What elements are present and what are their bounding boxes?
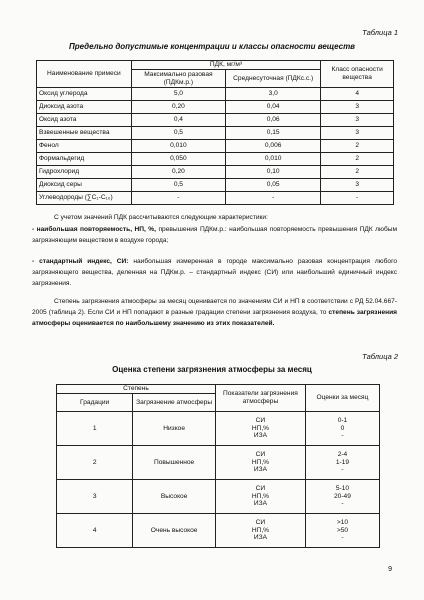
table2-monthly-value: 0 bbox=[340, 424, 345, 432]
table2-monthly-value: 2-4 bbox=[337, 451, 348, 459]
table1-cell-max: 5,0 bbox=[131, 88, 225, 101]
table1-cell-class: 2 bbox=[321, 140, 394, 153]
paragraph-si bbox=[32, 256, 397, 289]
table1-cell-class: - bbox=[321, 192, 394, 205]
table2-body bbox=[57, 412, 380, 548]
table2-cell-indicators bbox=[215, 412, 305, 446]
table2-cell-pollution: Низкое bbox=[133, 412, 216, 446]
table2-cell-gradation: 3 bbox=[57, 480, 133, 514]
table1 bbox=[36, 60, 394, 205]
table1-cell-name: Оксид углерода bbox=[37, 88, 132, 101]
table1-cell-class: 3 bbox=[321, 101, 394, 114]
table1-cell-avg: - bbox=[226, 192, 321, 205]
table1-cell-avg: 0,04 bbox=[226, 101, 321, 114]
paragraph-np-text: превышения ПДКм.р.: наибольшая повторяемость превышения ПДК любым загрязняющим веществом в воздухе города; bbox=[32, 226, 397, 244]
table2-header-monthly: Оценки за месяц bbox=[305, 385, 379, 412]
table2-row bbox=[57, 412, 380, 446]
table1-cell-class: 3 bbox=[321, 179, 394, 192]
table2-monthly-value: - bbox=[341, 432, 344, 440]
table1-cell-name: Углеводороды (∑C₁-C₁₀) bbox=[37, 192, 132, 205]
table1-row bbox=[37, 192, 394, 205]
table1-cell-max: 0,20 bbox=[131, 166, 225, 179]
table1-cell-avg: 0,10 bbox=[226, 166, 321, 179]
table2-cell-gradation: 2 bbox=[57, 446, 133, 480]
table1-cell-avg: 0,006 bbox=[226, 140, 321, 153]
table1-cell-max: 0,010 bbox=[131, 140, 225, 153]
table1-cell-max: - bbox=[131, 192, 225, 205]
table1-cell-max: 0,5 bbox=[131, 179, 225, 192]
table1-row bbox=[37, 114, 394, 127]
table1-cell-max: 0,5 bbox=[131, 127, 225, 140]
table1-row bbox=[37, 153, 394, 166]
paragraph-np bbox=[32, 224, 397, 246]
table2-row bbox=[57, 514, 380, 548]
table1-cell-name: Взвешенные вещества bbox=[37, 127, 132, 140]
table2-cell-indicators bbox=[215, 514, 305, 548]
table2-monthly-value: >50 bbox=[336, 526, 349, 534]
table1-cell-class: 2 bbox=[321, 153, 394, 166]
table2-cell-monthly bbox=[305, 412, 379, 446]
paragraph-np-term: - наибольшая повторяемость, НП, %, bbox=[32, 226, 157, 233]
table2-monthly-value: 5-10 bbox=[335, 485, 350, 493]
table1-row bbox=[37, 101, 394, 114]
table2-cell-monthly bbox=[305, 446, 379, 480]
page-number: 9 bbox=[388, 566, 392, 573]
table1-cell-name: Диоксид серы bbox=[37, 179, 132, 192]
table2-cell-indicators bbox=[215, 480, 305, 514]
table1-cell-max: 0,4 bbox=[131, 114, 225, 127]
table1-row bbox=[37, 88, 394, 101]
table2-indicator: ИЗА bbox=[253, 432, 267, 440]
paragraph-si-text: наибольшая измеренная в городе максимально разовая концентрация любого загрязняющего вещества, деленная на ПДКм.р. – стандартный индекс (СИ) или наибольший единичный индекс загрязнения. bbox=[32, 258, 397, 287]
table2-header-indicators: Показатели загрязнения атмосферы bbox=[215, 385, 305, 412]
table1-cell-avg: 3,0 bbox=[226, 88, 321, 101]
table2-monthly-value: >10 bbox=[336, 519, 349, 527]
table1-header-avg: Среднесуточная (ПДКс.с.) bbox=[226, 70, 321, 88]
table1-cell-avg: 0,010 bbox=[226, 153, 321, 166]
table2-cell-pollution: Повышенное bbox=[133, 446, 216, 480]
table1-cell-name: Фенол bbox=[37, 140, 132, 153]
paragraph-intro: С учетом значений ПДК рассчитываются следующие характеристики: bbox=[54, 214, 268, 221]
table2-indicator: ИЗА bbox=[253, 500, 267, 508]
table2-indicator: ИЗА bbox=[253, 534, 267, 542]
table2-indicator: ИЗА bbox=[253, 466, 267, 474]
table2-row bbox=[57, 480, 380, 514]
table1-cell-class: 3 bbox=[321, 114, 394, 127]
paragraph-assessment bbox=[32, 296, 397, 329]
table1-cell-class: 4 bbox=[321, 88, 394, 101]
table1-cell-avg: 0,15 bbox=[226, 127, 321, 140]
table1-cell-class: 3 bbox=[321, 127, 394, 140]
paragraph-assessment-bold: степень загрязнения атмосферы оценивается по наибольшему значению из этих показателей. bbox=[32, 309, 397, 327]
table2-header-gradation: Градации bbox=[57, 394, 133, 412]
table1-cell-class: 2 bbox=[321, 166, 394, 179]
table2-cell-pollution: Высокое bbox=[133, 480, 216, 514]
table2-monthly-value: - bbox=[341, 466, 344, 474]
table2-cell-gradation: 1 bbox=[57, 412, 133, 446]
table1-cell-name: Диоксид азота bbox=[37, 101, 132, 114]
table2-cell-indicators bbox=[215, 446, 305, 480]
table1-cell-name: Гидрохлорид bbox=[37, 166, 132, 179]
table2-monthly-value: - bbox=[341, 534, 344, 542]
table1-header-max: Максимально разовая (ПДКм.р.) bbox=[131, 70, 225, 88]
table1-row bbox=[37, 140, 394, 153]
table2-header-degree: Степень bbox=[57, 385, 216, 394]
table1-cell-name: Оксид азота bbox=[37, 114, 132, 127]
paragraph-si-term: - стандартный индекс, СИ: bbox=[32, 258, 129, 265]
table2-indicator: НП,% bbox=[251, 526, 270, 534]
table2-row bbox=[57, 446, 380, 480]
table2-indicator: СИ bbox=[255, 519, 266, 527]
table2-indicator: НП,% bbox=[251, 458, 270, 466]
table2-monthly-value: 1-19 bbox=[335, 458, 350, 466]
table1-cell-max: 0,20 bbox=[131, 101, 225, 114]
table2-title: Оценка степени загрязнения атмосферы за месяц bbox=[112, 365, 312, 374]
table2-cell-monthly bbox=[305, 480, 379, 514]
table2-indicator: НП,% bbox=[251, 424, 270, 432]
table1-body bbox=[37, 88, 394, 205]
table1-header-class: Класс опасности вещества bbox=[321, 61, 394, 88]
table2-cell-gradation: 4 bbox=[57, 514, 133, 548]
table2-monthly-value: 0-1 bbox=[337, 417, 348, 425]
table1-row bbox=[37, 127, 394, 140]
table2-indicator: СИ bbox=[255, 485, 266, 493]
table2-indicator: СИ bbox=[255, 451, 266, 459]
table2-monthly-value: 20-49 bbox=[334, 492, 351, 500]
table2-header-pollution: Загрязнение атмосферы bbox=[133, 394, 216, 412]
table1-cell-name: Формальдегид bbox=[37, 153, 132, 166]
table2 bbox=[56, 384, 380, 548]
table1-caption: Таблица 1 bbox=[362, 28, 398, 37]
table2-indicator: СИ bbox=[255, 417, 266, 425]
table1-cell-avg: 0,05 bbox=[226, 179, 321, 192]
table1-header-pdk: ПДК, мг/м³ bbox=[131, 61, 321, 70]
table1-header-name: Наименование примеси bbox=[37, 61, 132, 88]
table1-cell-avg: 0,06 bbox=[226, 114, 321, 127]
table2-caption: Таблица 2 bbox=[362, 352, 398, 361]
table1-row bbox=[37, 179, 394, 192]
table2-cell-monthly bbox=[305, 514, 379, 548]
table1-row bbox=[37, 166, 394, 179]
paragraph-assessment-text: Степень загрязнения атмосферы за месяц оценивается по значениям СИ и НП в соответствии с РД 52.04.667-2005 (таблица 2). Если СИ и НП попадают в разные градации степени загрязнения воздуха, то bbox=[32, 298, 397, 316]
table2-cell-pollution: Очень высокое bbox=[133, 514, 216, 548]
table2-monthly-value: - bbox=[341, 500, 344, 508]
table1-title: Предельно допустимые концентрации и классы опасности веществ bbox=[68, 42, 356, 51]
table2-indicator: НП,% bbox=[251, 492, 270, 500]
table1-cell-max: 0,050 bbox=[131, 153, 225, 166]
